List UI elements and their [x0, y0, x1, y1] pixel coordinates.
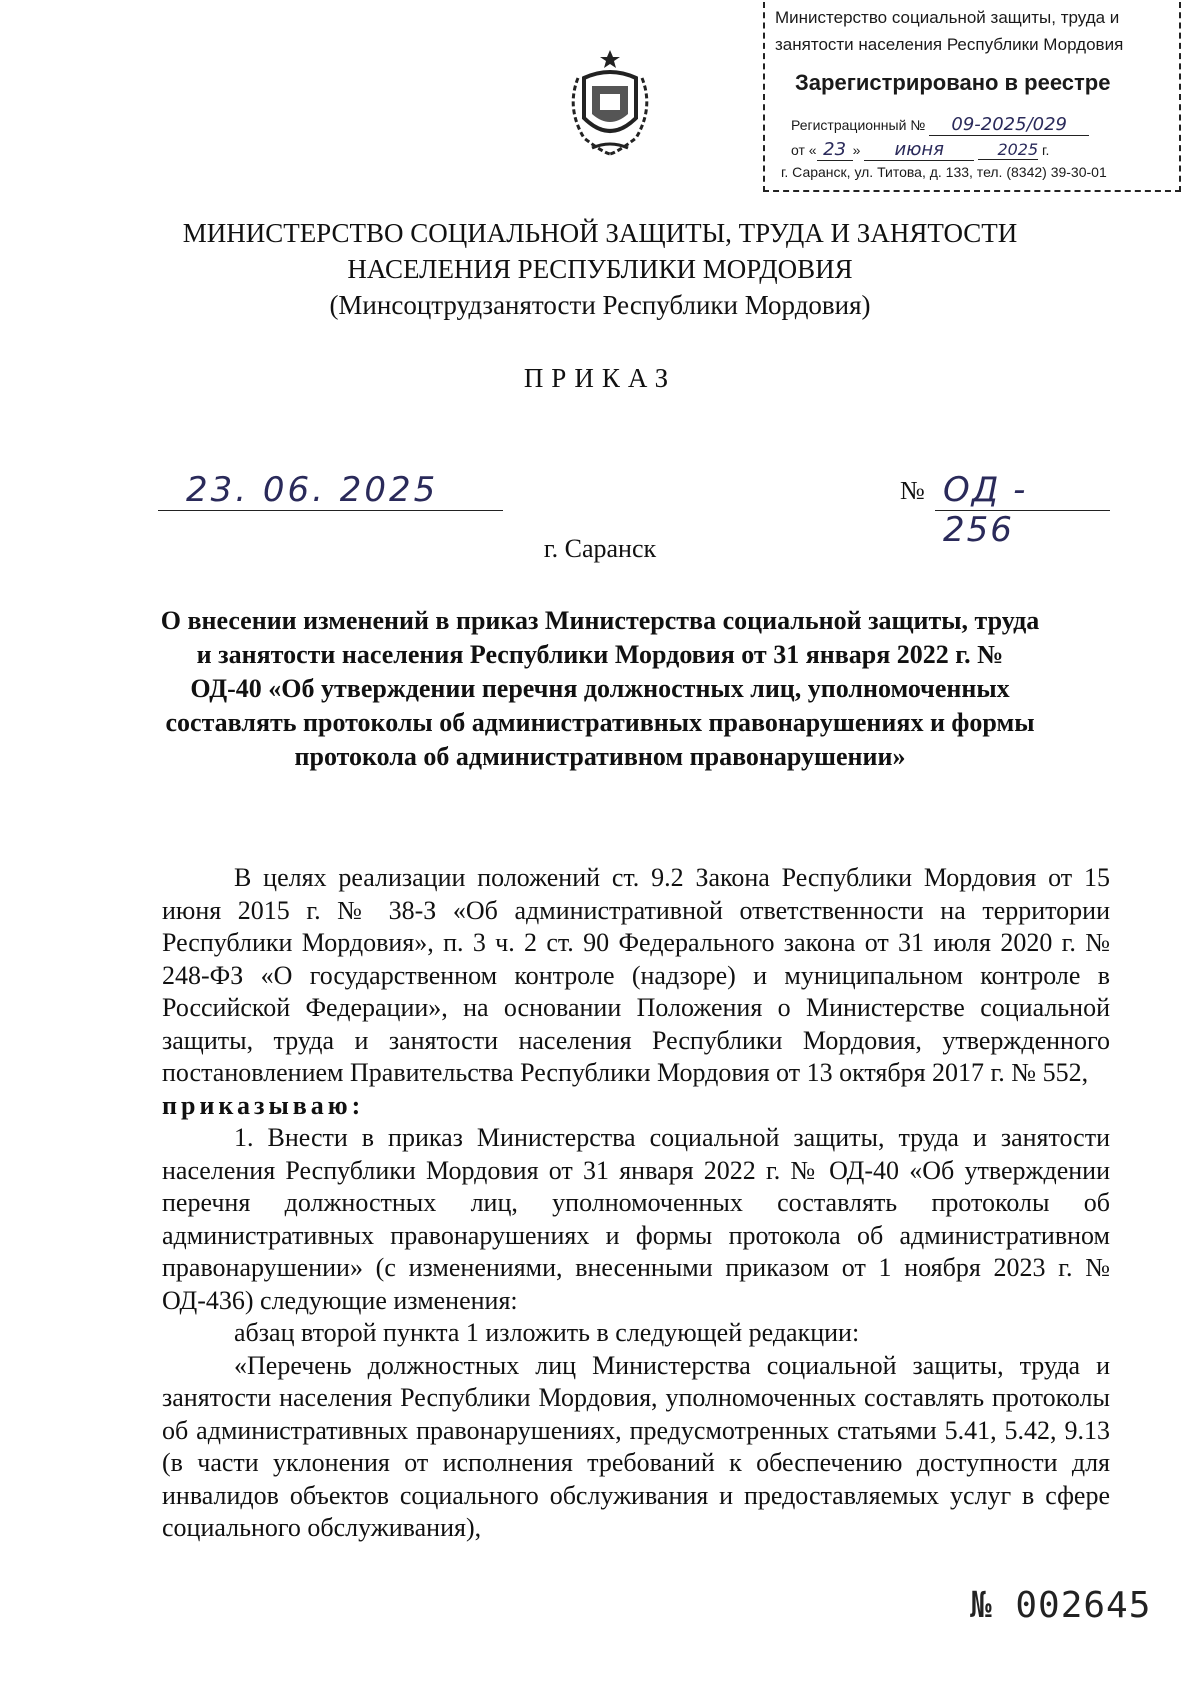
- stamp-date-month: июня: [864, 139, 974, 161]
- document-heading: О внесении изменений в приказ Министерства социальной защиты, труда и занятости населения Республики Мордовия от 31 января 2022 г. № ОД-40 «Об утверждении перечня должностных лиц, уполномоченных составлять протоколы об административных правонарушениях и формы протокола об административном правонарушении»: [160, 606, 1040, 771]
- stamp-reg-label: Регистрационный №: [791, 117, 926, 133]
- form-serial-number: № 002645: [970, 1585, 1152, 1626]
- order-keyword: приказываю:: [162, 1090, 365, 1120]
- paragraph-item-1: 1. Внести в приказ Министерства социальной защиты, труда и занятости населения Республики Мордовия от 31 января 2022 г. № ОД-40 «Об утверждении перечня должностных лиц, уполномоченных составлять протоколы об административных правонарушениях и формы протокола об административном правонарушении» (с изменениями, внесенными приказом от 1 ноября 2023 г. № ОД-436) следующие изменения:: [162, 1123, 1110, 1315]
- coat-of-arms-icon: [562, 48, 658, 158]
- document-type: ПРИКАЗ: [523, 363, 677, 393]
- stamp-date-prefix: от «: [791, 142, 817, 158]
- order-date: 23. 06. 2025: [186, 470, 439, 510]
- org-short: (Минсоцтрудзанятости Республики Мордовия): [329, 290, 871, 320]
- order-date-field: [158, 470, 503, 511]
- city: г. Саранск: [543, 534, 657, 563]
- stamp-date-year: 2025: [978, 140, 1038, 160]
- order-number-field: [935, 470, 1110, 550]
- stamp-reg-number-row: [791, 114, 1089, 136]
- order-number-label: №: [900, 476, 925, 505]
- document-body: [162, 862, 1110, 1545]
- stamp-date-mid: »: [852, 142, 861, 158]
- organization-name: [0, 215, 1200, 323]
- stamp-date-row: [791, 139, 1049, 161]
- order-keyword-row: [162, 1090, 1110, 1123]
- stamp-address: г. Саранск, ул. Титова, д. 133, тел. (8342) 39-30-01: [781, 164, 1107, 180]
- registration-stamp: [763, 2, 1181, 192]
- stamp-org-line1: Министерство социальной защиты, труда и: [775, 8, 1120, 27]
- stamp-registered: Зарегистрировано в реестре: [795, 70, 1111, 95]
- stamp-date-day: 23: [817, 139, 853, 161]
- paragraph-new-wording: «Перечень должностных лиц Министерства социальной защиты, труда и занятости населения Республики Мордовия, уполномоченных составлять протоколы об административных правонарушениях, предусмотренных статьями 5.41, 5.42, 9.13 (в части уклонения от исполнения требований к обеспечению доступности для инвалидов объектов социального обслуживания и предоставляемых услуг в сфере социального обслуживания),: [162, 1350, 1110, 1542]
- stamp-org-line2: занятости населения Республики Мордовия: [775, 35, 1124, 54]
- paragraph-instruction: абзац второй пункта 1 изложить в следующей редакции:: [234, 1318, 860, 1347]
- org-line1: МИНИСТЕРСТВО СОЦИАЛЬНОЙ ЗАЩИТЫ, ТРУДА И ЗАНЯТОСТИ: [182, 218, 1018, 248]
- org-line2: НАСЕЛЕНИЯ РЕСПУБЛИКИ МОРДОВИЯ: [347, 254, 853, 284]
- order-number: ОД - 256: [943, 470, 1028, 550]
- stamp-date-suffix: г.: [1042, 142, 1050, 158]
- stamp-reg-number: 09-2025/029: [929, 114, 1089, 136]
- paragraph-preamble: В целях реализации положений ст. 9.2 Закона Республики Мордовия от 15 июня 2015 г. № 38-З «Об административной ответственности на территории Республики Мордовия», п. 3 ч. 2 ст. 90 Федерального закона от 31 июля 2020 г. № 248-ФЗ «О государственном контроле (надзоре) и муниципальном контроле в Российской Федерации», на основании Положения о Министерстве социальной защиты, труда и занятости населения Республики Мордовия, утвержденного постановлением Правительства Республики Мордовия от 13 октября 2017 г. № 552,: [162, 863, 1110, 1087]
